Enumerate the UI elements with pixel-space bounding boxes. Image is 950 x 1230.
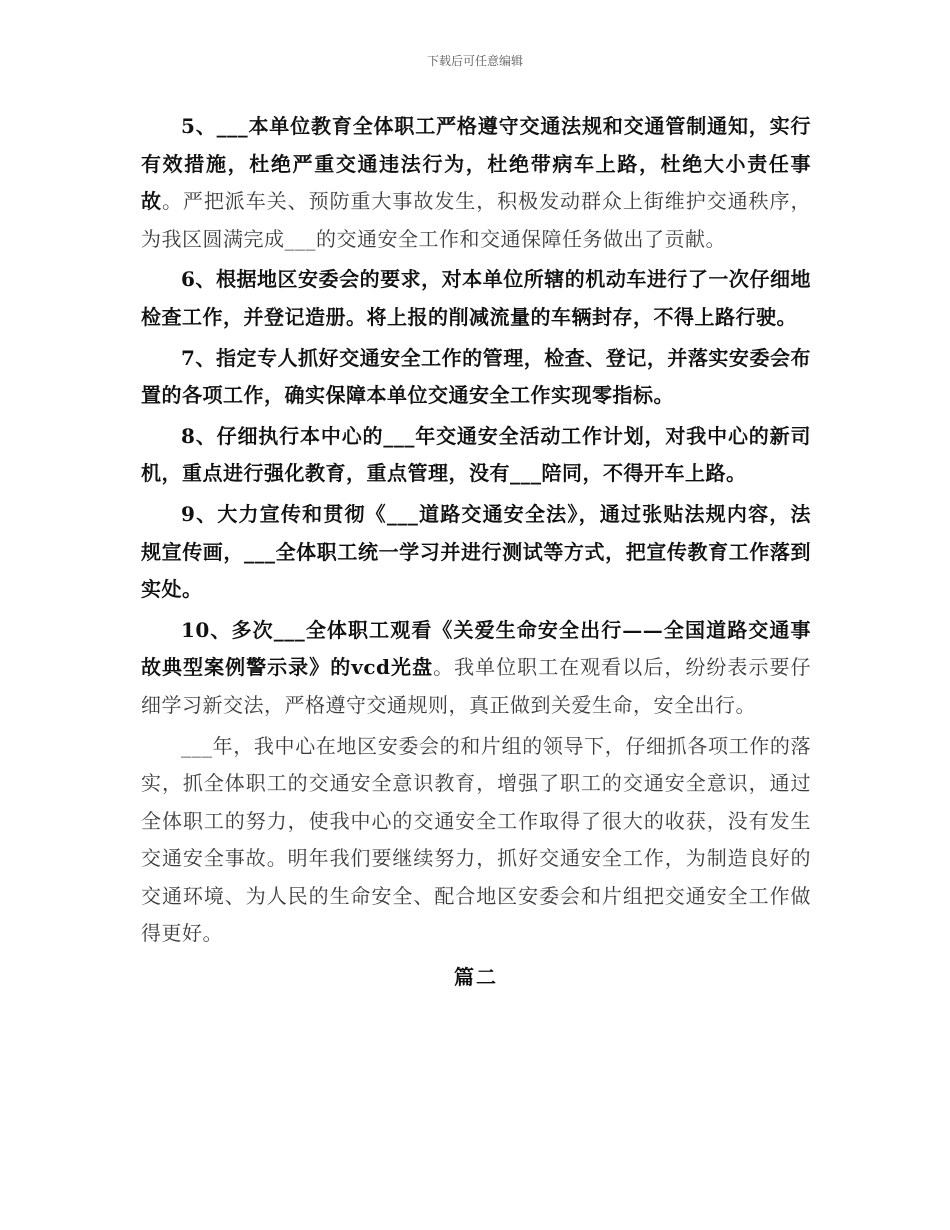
paragraph-bold-text: 9、大力宣传和贯彻《___道路交通安全法》，通过张贴法规内容，法规宣传画，___全体职工统一学习并进行测试等方式，把宣传教育工作落到实处。: [141, 501, 811, 602]
paragraph-normal-text: 。我单位职工在观看以后，纷纷表示要仔细学习新交法，严格遵守交通规则，真正做到关爱生命，安全出行。: [141, 655, 811, 717]
paragraph-bold-text: 10、多次___全体职工观看《关爱生命安全出行——全国道路交通事故典型案例警示录》的vcd光盘: [141, 617, 811, 680]
paragraph-normal-text: 。严把派车关、预防重大事故发生，积极发动群众上街维护交通秩序，为我区圆满完成___的交通安全工作和交通保障任务做出了贡献。: [141, 189, 812, 251]
paragraph-item-5: [141, 108, 811, 258]
page-header: 下载后可任意编辑: [426, 54, 523, 68]
paragraph-bold-text: 5、___本单位教育全体职工严格遵守交通法规和交通管制通知，实行有效措施，杜绝严重交通违法行为，杜绝带病车上路，杜绝大小责任事故: [141, 114, 811, 214]
paragraph-item-8: [141, 418, 811, 493]
document-body: [141, 108, 811, 997]
paragraph-bold-text: 6、根据地区安委会的要求，对本单位所辖的机动车进行了一次仔细地检查工作，并登记造册。将上报的削减流量的车辆封存，不得上路行驶。: [141, 267, 811, 329]
paragraph-item-9: [141, 496, 811, 609]
paragraph-item-10: [141, 612, 811, 725]
section-title: 篇二: [454, 965, 498, 990]
paragraph-item-6: [141, 261, 811, 336]
paragraph-bold-text: 8、仔细执行本中心的___年交通安全活动工作计划，对我中心的新司机，重点进行强化教育，重点管理，没有___陪同，不得开车上路。: [141, 423, 811, 486]
paragraph-item-7: [141, 340, 811, 415]
paragraph-bold-text: 7、指定专人抓好交通安全工作的管理，检查、登记，并落实安委会布置的各项工作，确实保障本单位交通安全工作实现零指标。: [141, 345, 811, 408]
paragraph-normal-text: ___年，我中心在地区安委会的和片组的领导下，仔细抓各项工作的落实，抓全体职工的交通安全意识教育，增强了职工的交通安全意识，通过全体职工的努力，使我中心的交通安全工作取得了很大的收获，没有发生交通安全事故。明年我们要继续努力，抓好交通安全工作，为制造良好的交通环境、为人民的生命安全、配合地区安委会和片组把交通安全工作做得更好。: [141, 733, 811, 946]
paragraph-summary: [141, 728, 811, 954]
